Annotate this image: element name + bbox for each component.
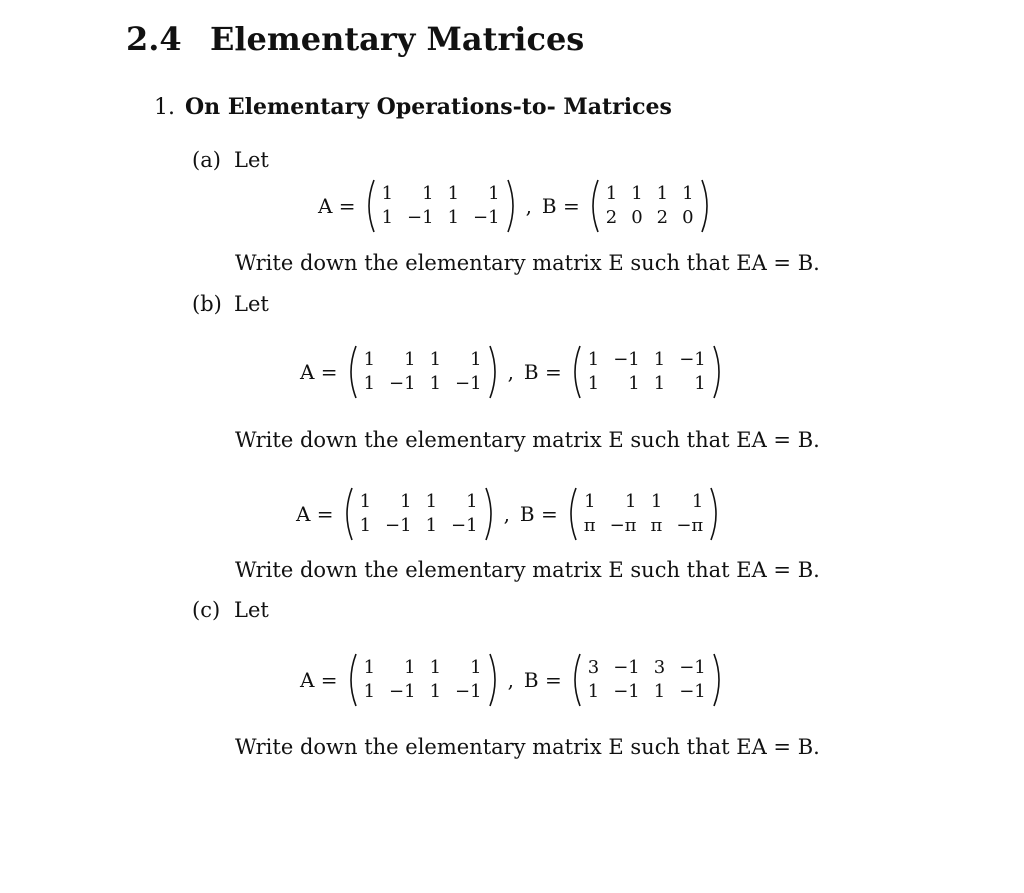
matrix-entry: 1 — [422, 183, 434, 204]
left-paren — [344, 344, 360, 400]
matrix-entry: 1 — [470, 349, 482, 370]
left-paren — [568, 344, 584, 400]
matrix-entry: 1 — [400, 491, 412, 512]
comma: , — [525, 194, 532, 218]
matrix-entry: 2 — [605, 207, 618, 228]
instruction-2: Write down the elementary matrix E such that EA = B. — [235, 428, 820, 452]
right-paren — [707, 486, 723, 542]
matrix-a-lhs: A = — [300, 668, 338, 692]
part-a-label: (a) — [192, 148, 221, 172]
right-paren — [698, 178, 714, 234]
matrix-entry: 1 — [656, 183, 669, 204]
equation-3 — [296, 486, 723, 542]
matrix-entry: 1 — [466, 491, 478, 512]
equation-2 — [300, 344, 726, 400]
left-paren — [586, 178, 602, 234]
right-paren — [710, 652, 726, 708]
matrix-a — [362, 178, 520, 234]
matrix-a-lhs: A = — [318, 194, 356, 218]
matrix-entry: 1 — [363, 681, 376, 702]
instruction-4: Write down the elementary matrix E such that EA = B. — [235, 735, 820, 759]
section-heading — [126, 20, 584, 58]
matrix-entry: −1 — [455, 681, 482, 702]
matrix-entry: −1 — [473, 207, 500, 228]
right-paren — [482, 486, 498, 542]
right-paren — [486, 344, 502, 400]
matrix-entry: 1 — [653, 373, 666, 394]
matrix-entry: 1 — [470, 657, 482, 678]
equation-4 — [300, 652, 726, 708]
matrix-entry: 1 — [429, 373, 442, 394]
matrix-entry: 1 — [653, 349, 666, 370]
matrix-entry: 1 — [425, 491, 438, 512]
matrix-entry: −1 — [613, 657, 640, 678]
matrix-b — [568, 652, 726, 708]
matrix-entry: −1 — [407, 207, 434, 228]
matrix-entry: π — [583, 515, 596, 536]
matrix-entry: 1 — [628, 373, 640, 394]
problem-heading — [154, 94, 672, 120]
matrix-entry: −1 — [679, 681, 706, 702]
instruction-1: Write down the elementary matrix E such that EA = B. — [235, 251, 820, 275]
matrix-a — [344, 652, 502, 708]
matrix-a — [340, 486, 498, 542]
problem-number: 1. — [154, 95, 175, 120]
matrix-entry: 1 — [363, 349, 376, 370]
matrix-entry: 1 — [429, 657, 442, 678]
matrix-entry: 1 — [425, 515, 438, 536]
matrix-entry: 1 — [447, 207, 460, 228]
matrix-entry: −1 — [389, 681, 416, 702]
matrix-b-lhs: B = — [523, 668, 562, 692]
instruction-3: Write down the elementary matrix E such that EA = B. — [235, 558, 820, 582]
matrix-entry: 1 — [404, 657, 416, 678]
matrix-entry: 1 — [587, 681, 600, 702]
matrix-b-lhs: B = — [519, 502, 558, 526]
left-paren — [340, 486, 356, 542]
right-paren — [710, 344, 726, 400]
matrix-entry: 1 — [653, 681, 666, 702]
matrix-a-lhs: A = — [296, 502, 334, 526]
comma: , — [503, 502, 510, 526]
matrix-entry: 1 — [363, 657, 376, 678]
matrix-entry: 1 — [359, 515, 372, 536]
matrix-entry: 1 — [605, 183, 618, 204]
comma: , — [507, 668, 514, 692]
right-paren — [504, 178, 520, 234]
comma: , — [507, 360, 514, 384]
matrix-entry: −1 — [455, 373, 482, 394]
matrix-entry: 1 — [682, 183, 694, 204]
part-c — [192, 598, 269, 622]
matrix-b-lhs: B = — [523, 360, 562, 384]
matrix-entry: −1 — [613, 349, 640, 370]
matrix-entry: 0 — [631, 207, 643, 228]
left-paren — [362, 178, 378, 234]
matrix-entry: 1 — [584, 491, 596, 512]
matrix-b-lhs: B = — [541, 194, 580, 218]
matrix-entry: −1 — [679, 349, 706, 370]
part-c-label: (c) — [192, 598, 221, 622]
section-title: Elementary Matrices — [210, 20, 585, 58]
matrix-a — [344, 344, 502, 400]
matrix-entry: 1 — [631, 183, 643, 204]
part-b-intro: Let — [234, 292, 269, 316]
right-paren — [486, 652, 502, 708]
equation-1 — [318, 178, 714, 234]
part-a-intro: Let — [234, 148, 269, 172]
part-c-intro: Let — [234, 598, 269, 622]
matrix-entry: 1 — [694, 373, 706, 394]
matrix-entry: 1 — [381, 183, 394, 204]
part-a — [192, 148, 269, 172]
matrix-entry: −1 — [679, 657, 706, 678]
matrix-b — [568, 344, 726, 400]
part-b — [192, 292, 269, 316]
matrix-entry: π — [650, 515, 663, 536]
part-b-label: (b) — [192, 292, 222, 316]
matrix-entry: −π — [609, 515, 637, 536]
left-paren — [344, 652, 360, 708]
matrix-entry: 2 — [656, 207, 669, 228]
matrix-entry: 1 — [429, 349, 442, 370]
matrix-entry: 1 — [625, 491, 637, 512]
matrix-entry: −π — [676, 515, 704, 536]
matrix-entry: 1 — [488, 183, 500, 204]
matrix-entry: 1 — [429, 681, 442, 702]
left-paren — [564, 486, 580, 542]
matrix-entry: 1 — [359, 491, 372, 512]
matrix-entry: 1 — [587, 349, 600, 370]
matrix-entry: −1 — [613, 681, 640, 702]
matrix-entry: 1 — [587, 373, 600, 394]
matrix-entry: 3 — [653, 657, 666, 678]
matrix-entry: 0 — [682, 207, 694, 228]
problem-title: On Elementary Operations-to- Matrices — [185, 94, 672, 120]
matrix-entry: 1 — [447, 183, 460, 204]
matrix-b — [564, 486, 724, 542]
matrix-entry: −1 — [385, 515, 412, 536]
matrix-entry: 1 — [650, 491, 663, 512]
section-number: 2.4 — [126, 20, 182, 58]
matrix-entry: −1 — [389, 373, 416, 394]
matrix-entry: 1 — [691, 491, 704, 512]
matrix-a-lhs: A = — [300, 360, 338, 384]
matrix-entry: 1 — [404, 349, 416, 370]
matrix-entry: 1 — [363, 373, 376, 394]
left-paren — [568, 652, 584, 708]
matrix-b — [586, 178, 714, 234]
matrix-entry: 3 — [587, 657, 600, 678]
matrix-entry: 1 — [381, 207, 394, 228]
matrix-entry: −1 — [451, 515, 478, 536]
